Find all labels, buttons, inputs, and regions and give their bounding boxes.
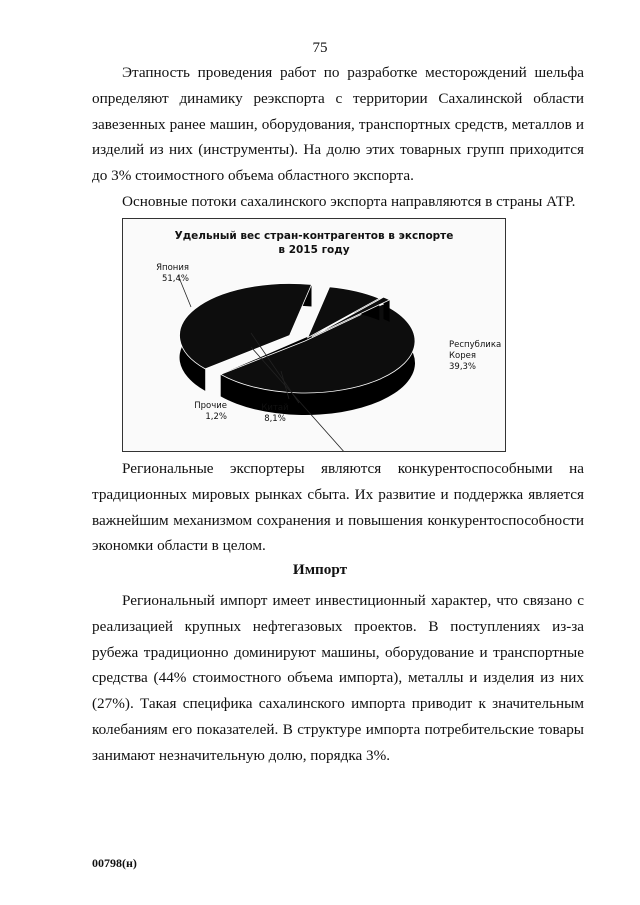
paragraph-shelf-reexport: Этапность проведения работ по разработке месторождений шельфа определяют динамику реэкспорта с территории Сахалинской области завезенных ранее машин, оборудования, транспортных средств, металлов и изделий из них (инструменты). На долю этих товарных групп приходится до 3% стоимостного объема областного экспорта. — [92, 64, 584, 185]
pie-chart-svg — [123, 219, 505, 451]
slice-label: 1,2% — [205, 412, 227, 422]
page-number: 75 — [312, 40, 328, 56]
slice-label: 39,3% — [449, 362, 477, 372]
pie-slices — [180, 283, 415, 415]
paragraph-regional-import: Региональный импорт имеет инвестиционный характер, что связано с реализацией крупных нефтегазовых проектов. В поступлениях из-за рубежа традиционно доминируют машины, оборудование и транспортные средства (44% стоимостного объема импорта), металлы и изделия из них (27%). Такая специфика сахалинского импорта приводит к значительным колебаниям его показателей. В структуре импорта потребительские товары занимают незначительную долю, порядка 3%. — [92, 592, 584, 764]
slice-label: 8,1% — [264, 414, 286, 424]
section-heading-import: Импорт — [292, 561, 348, 578]
slice-label: Прочие — [194, 401, 227, 411]
chart-title-line1: Удельный вес стран-контрагентов в экспорте — [174, 230, 454, 242]
slice-label: Корея — [449, 351, 476, 361]
slice-label: Китай — [261, 403, 289, 413]
slice-label: Республика — [449, 340, 502, 350]
slice-label: 51,4% — [161, 274, 189, 284]
chart-title-line2: в 2015 году — [278, 244, 350, 256]
paragraph-regional-exporters: Региональные экспортеры являются конкурентоспособными на традиционных мировых рынках сбыта. Их развитие и поддержка является важнейшим механизмом сохранения и повышения конкурентоспособности экономки области в целом. — [92, 460, 584, 555]
slice-label: Япония — [156, 263, 189, 273]
export-pie-chart — [122, 218, 506, 452]
paragraph-export-flows: Основные потоки сахалинского экспорта направляются в страны АТР. — [122, 193, 576, 210]
document-code: 00798(н) — [92, 856, 137, 870]
